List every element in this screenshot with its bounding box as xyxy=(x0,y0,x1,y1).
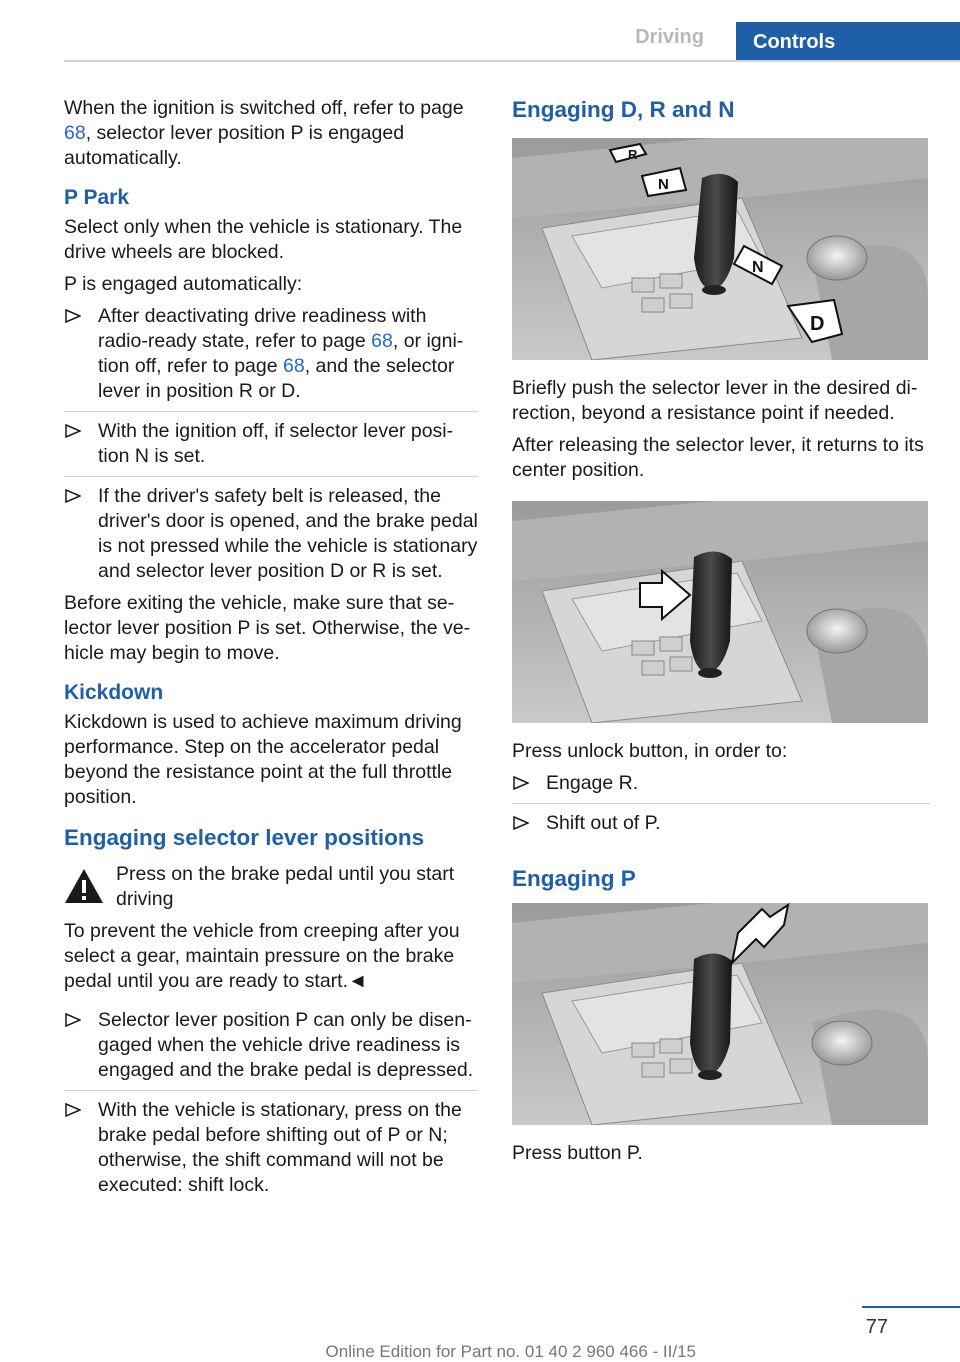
kickdown-heading: Kickdown xyxy=(64,681,164,704)
list-item: If the driver's safety belt is released, the driver's door is opened, and the brake pedal is not pressed while the vehicle is stationary and selector lever position D or R is set. xyxy=(64,484,478,591)
page-header xyxy=(0,0,960,62)
triangle-bullet-icon xyxy=(65,1103,81,1117)
intro-paragraph: When the ignition is switched off, refer to page 68, selector lever position P is engaged automatically. xyxy=(64,97,464,169)
drn-paragraph-1: Briefly push the selector lever in the desired di-rection, beyond a resistance point if needed. xyxy=(512,377,918,424)
list-item: Engage R. xyxy=(512,771,930,804)
kickdown-paragraph: Kickdown is used to achieve maximum driving performance. Step on the accelerator pedal beyond the resistance point at the full throttle position. xyxy=(64,711,462,808)
header-section: Driving xyxy=(635,26,704,48)
unlock-button-illustration xyxy=(512,501,928,723)
park-paragraph: Select only when the vehicle is stationary. The drive wheels are blocked. xyxy=(64,216,463,263)
left-column xyxy=(64,96,478,1205)
triangle-bullet-icon xyxy=(513,776,529,790)
label-r: R xyxy=(628,147,638,162)
park-heading: P Park xyxy=(64,186,129,209)
engaging-p-heading: Engaging P xyxy=(512,866,636,891)
footer-rule xyxy=(862,1306,960,1308)
list-item: After deactivating drive readiness with radio-ready state, refer to page 68, or igni-tion off, refer to page 68, and the selector lever in position R or D. xyxy=(64,304,478,412)
warning-notice xyxy=(64,862,478,912)
park-bullet-list xyxy=(64,304,478,591)
label-n-arrow: N xyxy=(752,259,764,276)
header-rule xyxy=(64,60,960,62)
figure-selector-drn xyxy=(512,138,928,360)
figure-park-button xyxy=(512,903,928,1125)
list-item: Shift out of P. xyxy=(512,811,930,843)
triangle-bullet-icon xyxy=(65,424,81,438)
edition-footer: Online Edition for Part no. 01 40 2 960 466 - II/15 xyxy=(325,1342,696,1361)
warning-text: To prevent the vehicle from creeping after you select a gear, maintain pressure on the brake pedal until you are ready to start.◄ xyxy=(64,920,460,992)
right-column xyxy=(512,96,930,1173)
engaging-bullet-list xyxy=(64,1008,478,1205)
drn-heading: Engaging D, R and N xyxy=(512,97,735,122)
page-link[interactable]: 68 xyxy=(371,330,393,352)
drn-paragraph-2: After releasing the selector lever, it returns to its center position. xyxy=(512,434,924,481)
list-item: Selector lever position P can only be disen-gaged when the vehicle drive readiness is engaged and the brake pedal is depressed. xyxy=(64,1008,478,1091)
list-item: With the vehicle is stationary, press on the brake pedal before shifting out of P or N; otherwise, the shift command will not be executed: shift lock. xyxy=(64,1098,478,1205)
park-button-illustration xyxy=(512,903,928,1125)
header-chapter-tab: Controls xyxy=(736,22,960,62)
list-item: With the ignition off, if selector lever posi-tion N is set. xyxy=(64,419,478,477)
engaging-heading: Engaging selector lever positions xyxy=(64,825,425,850)
park-exit-note: Before exiting the vehicle, make sure that se-lector lever position P is set. Otherwise, the ve-hicle may begin to move. xyxy=(64,592,471,664)
warning-icon xyxy=(64,868,104,904)
unlock-paragraph: Press unlock button, in order to: xyxy=(512,740,788,762)
triangle-bullet-icon xyxy=(65,489,81,503)
selector-lever-illustration xyxy=(512,138,928,360)
triangle-bullet-icon xyxy=(513,816,529,830)
unlock-bullet-list xyxy=(512,771,930,843)
triangle-bullet-icon xyxy=(65,1013,81,1027)
park-intro: P is engaged automatically: xyxy=(64,273,303,295)
triangle-bullet-icon xyxy=(65,309,81,323)
page-link[interactable]: 68 xyxy=(64,122,86,144)
park-button-text: Press button P. xyxy=(512,1142,643,1164)
label-d: D xyxy=(810,313,825,335)
page-link[interactable]: 68 xyxy=(283,355,305,377)
warning-title: Press on the brake pedal until you start driving xyxy=(116,863,455,910)
page-number: 77 xyxy=(865,1316,888,1338)
figure-unlock-button xyxy=(512,501,928,723)
label-n-top: N xyxy=(658,176,669,193)
